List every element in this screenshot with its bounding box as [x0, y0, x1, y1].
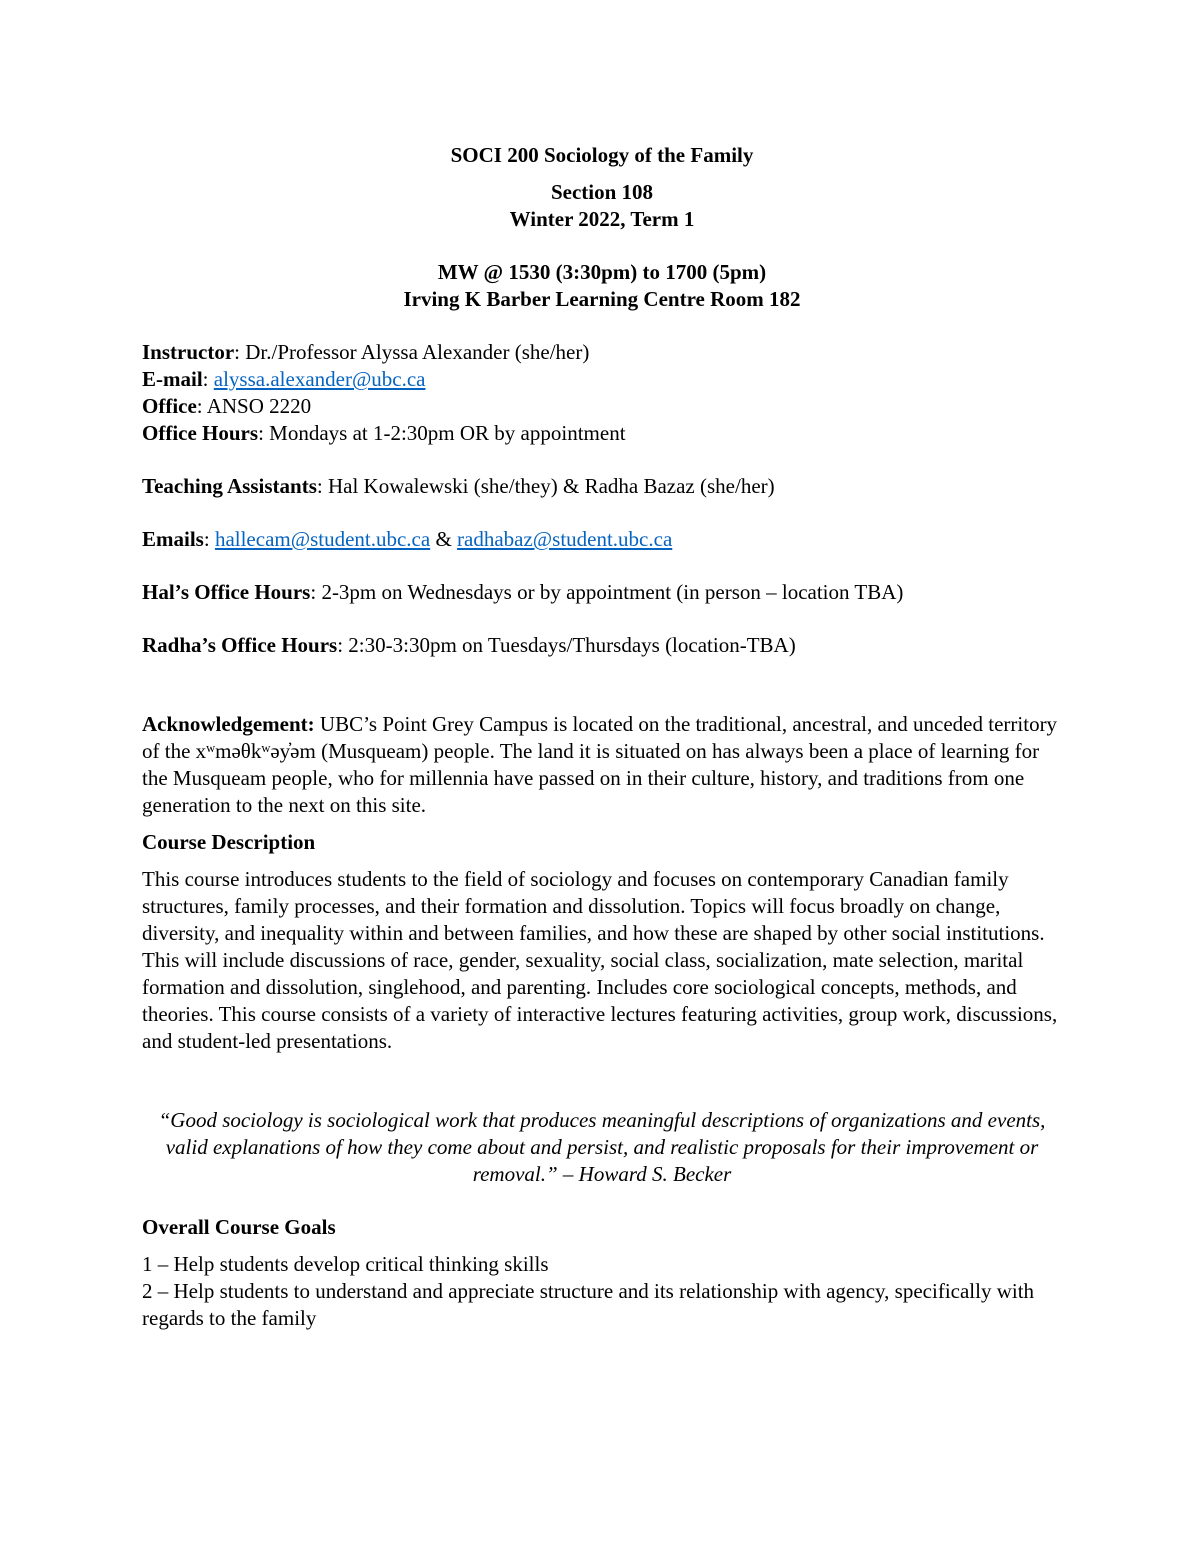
emails-ampersand: &: [430, 527, 458, 551]
instructor-email-link[interactable]: alyssa.alexander@ubc.ca: [213, 367, 426, 391]
course-title: SOCI 200 Sociology of the Family: [450, 143, 754, 167]
emails-label: Emails: [142, 527, 204, 551]
ta-email-link-hal[interactable]: hallecam@student.ubc.ca: [214, 527, 431, 551]
hal-office-hours-line: [142, 579, 1062, 606]
course-description-heading: Course Description: [142, 830, 316, 854]
email-separator: :: [202, 367, 214, 391]
office-hours-value: : Mondays at 1-2:30pm OR by appointment: [258, 421, 626, 445]
radha-office-hours-line: [142, 632, 1062, 659]
office-line: [142, 393, 1062, 420]
instructor-line: [142, 339, 1062, 366]
office-hours-label: Office Hours: [142, 421, 259, 445]
ta-value: : Hal Kowalewski (she/they) & Radha Bazaz (she/her): [316, 474, 775, 498]
office-value: : ANSO 2220: [196, 394, 312, 418]
ta-email-link-radha[interactable]: radhabaz@student.ubc.ca: [457, 527, 673, 551]
ta-emails-line: [142, 526, 1062, 553]
page-content: [142, 142, 1062, 1332]
term: Winter 2022, Term 1: [509, 207, 695, 231]
becker-quote: “Good sociology is sociological work that produces meaningful descriptions of organizations and events, valid explanations of how they come about and persist, and realistic proposals for their improvement or removal.” – Howard S. Becker: [158, 1108, 1046, 1186]
acknowledgement-text: UBC’s Point Grey Campus is located on the traditional, ancestral, and unceded territory of the xʷməθkʷəy̓əm (Musqueam) people. The land it is situated on has always been a place of learning for the Musqueam people, who for millennia have passed on in their culture, history, and traditions from one generation to the next on this site.: [142, 712, 1058, 817]
acknowledgement-paragraph: [142, 711, 1062, 819]
emails-separator: :: [203, 527, 215, 551]
email-line: [142, 366, 1062, 393]
course-description-text: This course introduces students to the field of sociology and focuses on contemporary Canadian family structures, family processes, and their formation and dissolution. Topics will focus broadly on change, diversity, and inequality within and between families, and how these are shaped by other social institutions. This will include discussions of race, gender, sexuality, social class, socialization, mate selection, marital formation and dissolution, singlehood, and parenting. Includes core sociological concepts, methods, and theories. This course consists of a variety of interactive lectures featuring activities, group work, discussions, and student-led presentations.: [142, 867, 1058, 1053]
teaching-assistants-line: [142, 473, 1062, 500]
email-label: E-mail: [142, 367, 203, 391]
ta-label: Teaching Assistants: [142, 474, 317, 498]
office-label: Office: [142, 394, 197, 418]
course-goals-heading: Overall Course Goals: [142, 1215, 336, 1239]
class-schedule: MW @ 1530 (3:30pm) to 1700 (5pm): [437, 260, 767, 284]
hal-hours-value: : 2-3pm on Wednesdays or by appointment (in person – location TBA): [310, 580, 904, 604]
acknowledgement-label: Acknowledgement:: [142, 712, 315, 736]
course-goal-item: 2 – Help students to understand and appreciate structure and its relationship with agency, specifically with regards to the family: [142, 1279, 1035, 1330]
radha-hours-value: : 2:30-3:30pm on Tuesdays/Thursdays (location-TBA): [337, 633, 796, 657]
instructor-label: Instructor: [142, 340, 235, 364]
instructor-value: : Dr./Professor Alyssa Alexander (she/her): [234, 340, 590, 364]
hal-hours-label: Hal’s Office Hours: [142, 580, 311, 604]
course-goal-item: 1 – Help students develop critical thinking skills: [142, 1252, 549, 1276]
class-location: Irving K Barber Learning Centre Room 182: [403, 287, 801, 311]
radha-hours-label: Radha’s Office Hours: [142, 633, 338, 657]
office-hours-line: [142, 420, 1062, 447]
section-number: Section 108: [550, 180, 654, 204]
